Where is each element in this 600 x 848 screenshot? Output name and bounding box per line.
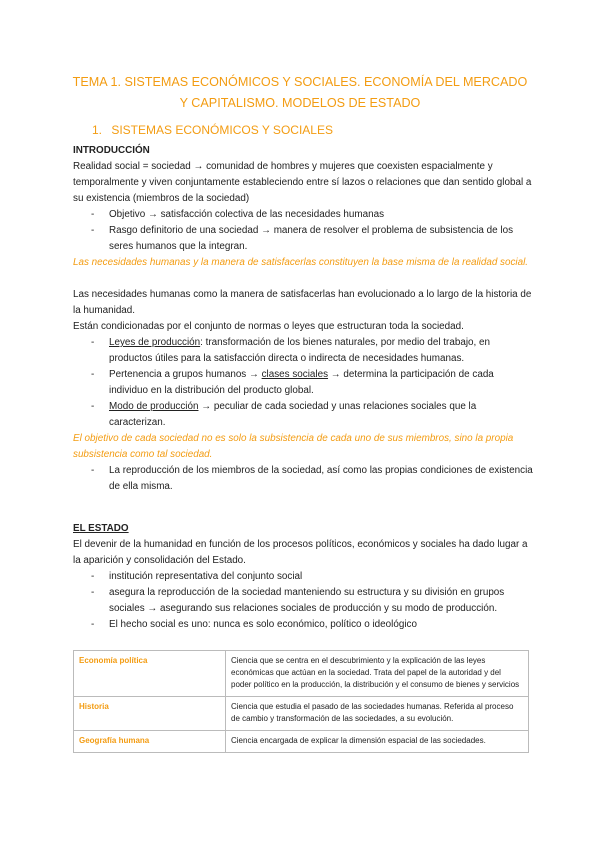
highlight-note: El objetivo de cada sociedad no es solo la subsistencia de cada uno de sus miembros, sino la propia subsistencia como tal sociedad.: [73, 433, 514, 460]
term-cell: Historia: [74, 697, 226, 731]
dash-bullet: -: [91, 337, 95, 348]
paragraph: Las necesidades humanas como la manera de satisfacerlas han evolucionado a lo largo de la historia de la humanidad.: [73, 289, 532, 316]
conditions-list: [73, 335, 533, 431]
estado-paragraph: El devenir de la humanidad en función de los procesos políticos, económicos y sociales ha dado lugar a la aparición y consolidación del Estado.: [73, 539, 528, 566]
dash-bullet: -: [91, 465, 95, 476]
estado-heading: EL ESTADO: [73, 523, 129, 534]
underlined-term: Leyes de producción: [109, 337, 201, 348]
estado-list: [73, 569, 533, 633]
table-row: [74, 697, 529, 731]
dash-bullet: -: [91, 369, 95, 380]
concepts-table: [73, 650, 529, 753]
underlined-term: clases sociales: [261, 369, 329, 380]
list-item: - La reproducción de los miembros de la sociedad, así como las propias condiciones de existencia de ella misma.: [91, 465, 533, 492]
section-heading: [92, 123, 333, 137]
dash-bullet: -: [91, 587, 95, 598]
underlined-term: Modo de producción: [109, 401, 199, 412]
estado-section: [73, 521, 533, 633]
dash-bullet: -: [91, 209, 95, 220]
definition-cell: Ciencia que se centra en el descubrimiento y la explicación de las leyes económicas que actúan en la sociedad. Trata del papel de la autoridad y del poder político en la producción, la distribución y el consumo de bienes y servicios: [226, 651, 529, 697]
table-row: [74, 651, 529, 697]
document-title: TEMA 1. SISTEMAS ECONÓMICOS Y SOCIALES. ECONOMÍA DEL MERCADO Y CAPITALISMO. MODELOS DE ESTADO: [72, 75, 528, 110]
list-item: - Rasgo definitorio de una sociedad → manera de resolver el problema de subsistencia de los seres humanos que la integran.: [91, 225, 514, 252]
dash-bullet: -: [91, 571, 95, 582]
intro-paragraph: Realidad social = sociedad → comunidad de hombres y mujeres que coexisten espacialmente y temporalmente y viven conjuntamente estableciendo entre sí lazos o relaciones que dan sentido global a su existencia (miembros de la sociedad): [73, 161, 532, 204]
dash-bullet: -: [91, 225, 95, 236]
list-item: - institución representativa del conjunto social: [73, 569, 533, 585]
intro-list: [73, 207, 533, 255]
intro-section: [73, 143, 533, 495]
definition-cell: Ciencia que estudia el pasado de las sociedades humanas. Referida al proceso de cambio y transformación de las sociedades, a su evolución.: [226, 697, 529, 731]
paragraph: Están condicionadas por el conjunto de normas o leyes que estructuran toda la sociedad.: [73, 321, 464, 332]
list-item: - El hecho social es uno: nunca es solo económico, político o ideológico: [73, 617, 533, 633]
list-item: - Leyes de producción: transformación de los bienes naturales, por medio del trabajo, en productos útiles para la satisfacción directa o indirecta de necesidades humanas.: [91, 337, 490, 364]
table-row: [74, 731, 529, 753]
term-cell: Economía política: [74, 651, 226, 697]
list-item: - asegura la reproducción de la sociedad manteniendo su estructura y su división en grupos sociales → asegurando sus relaciones sociales de producción y su modo de producción.: [91, 587, 505, 614]
section-number: 1.: [92, 123, 103, 137]
intro-heading: INTRODUCCIÓN: [73, 145, 150, 156]
dash-bullet: -: [91, 619, 95, 630]
highlight-note: Las necesidades humanas y la manera de satisfacerlas constituyen la base misma de la realidad social.: [73, 257, 529, 268]
term-cell: Geografía humana: [74, 731, 226, 753]
list-item: - Objetivo → satisfacción colectiva de las necesidades humanas: [73, 207, 533, 223]
dash-bullet: -: [91, 401, 95, 412]
list-item: - Pertenencia a grupos humanos → clases sociales → determina la participación de cada individuo en la distribución del producto global.: [91, 369, 494, 396]
list-item: - Modo de producción → peculiar de cada sociedad y unas relaciones sociales que la caracterizan.: [91, 401, 477, 428]
reproduction-list: [73, 463, 533, 495]
definition-cell: Ciencia encargada de explicar la dimensión espacial de las sociedades.: [226, 731, 529, 753]
section-title: SISTEMAS ECONÓMICOS Y SOCIALES: [111, 123, 333, 137]
